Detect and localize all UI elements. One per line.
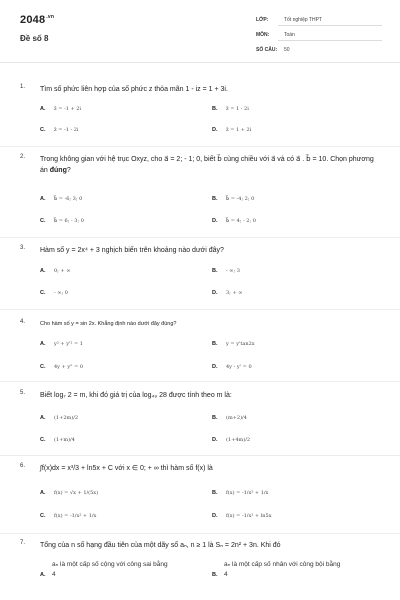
question-number: 5.: [20, 390, 26, 396]
exam-code: Đề số 8: [20, 34, 49, 43]
question-divider: [0, 237, 400, 238]
meta-count-value: 50: [284, 47, 290, 53]
question-number: 4.: [20, 319, 26, 325]
question-text: Biết log₇ 2 = m, khi đó giá trị của log₄₉ 28 được tính theo m là:: [40, 392, 232, 399]
question-text: Tìm số phức liên hợp của số phức z thỏa mãn 1 - iz = 1 + 3i.: [40, 86, 228, 93]
question-divider: [0, 146, 400, 147]
question-number: 6.: [20, 463, 26, 469]
question-divider: [0, 309, 400, 310]
option-5a[interactable]: A. (1+2m)/2: [40, 415, 79, 421]
option-2c[interactable]: C. b⃗ = 6; - 3; 0: [40, 218, 84, 224]
header-divider: [0, 62, 400, 63]
option-5c[interactable]: C. (1+m)/4: [40, 437, 75, 443]
meta-subject-key: MÔN:: [256, 32, 270, 38]
meta-class-key: LỚP:: [256, 17, 269, 23]
option-4d[interactable]: D. 4y - y' = 0: [212, 364, 252, 370]
option-3d[interactable]: D. 3; + ∞: [212, 290, 243, 296]
question-number: 3.: [20, 245, 26, 251]
question-text: Trong không gian với hệ trục Oxyz, cho a⃗ = 2; - 1; 0, biết b⃗ cùng chiều với a⃗ và có a⃗ . b⃗ = 10. Chọn phương án đúng?: [40, 156, 374, 174]
option-7b[interactable]: B. aₙ là một cấp số nhân với công bội bằng 4: [212, 561, 341, 578]
option-3c[interactable]: C. - ∞; 0: [40, 290, 68, 296]
option-1d[interactable]: D. z̄ = 1 + 2i: [212, 127, 252, 133]
question-text: ∫f(x)dx = x³/3 + ln5x + C với x ∈ 0; + ∞ thì hàm số f(x) là: [40, 465, 213, 472]
option-6b[interactable]: B. f(x) = -1/x² + 1/x: [212, 490, 269, 496]
option-3a[interactable]: A. 0; + ∞: [40, 268, 71, 274]
question-text: Cho hàm số y = sin 2x. Khẳng định nào dưới đây đúng?: [40, 321, 177, 327]
option-1b[interactable]: B. z̄ = 1 - 2i: [212, 106, 249, 112]
option-5d[interactable]: D. (1+4m)/2: [212, 437, 251, 443]
option-2a[interactable]: A. b⃗ = -6; 3; 0: [40, 196, 83, 202]
meta-count-key: SỐ CÂU:: [256, 47, 278, 53]
option-5b[interactable]: B. (m+2)/4: [212, 415, 247, 421]
option-3b[interactable]: B. - ∞; 3: [212, 268, 240, 274]
option-2d[interactable]: D. b⃗ = 4; - 2; 0: [212, 218, 256, 224]
question-text: Tổng của n số hạng đầu tiên của một dãy số aₙ, n ≥ 1 là Sₙ = 2n² + 3n. Khi đó: [40, 542, 281, 549]
question-text: Hàm số y = 2x⁴ + 3 nghịch biến trên khoảng nào dưới đây?: [40, 247, 224, 254]
question-number: 7.: [20, 540, 26, 546]
exam-header: [0, 0, 400, 62]
option-1c[interactable]: C. z̄ = -1 - 2i: [40, 127, 79, 133]
option-7a[interactable]: A. aₙ là một cấp số cộng với công sai bằng 4: [40, 561, 168, 578]
meta-subject-value: Toán: [284, 32, 295, 38]
option-4a[interactable]: A. y² + y'² = 1: [40, 341, 83, 347]
question-divider: [0, 381, 400, 382]
site-logo[interactable]: $2048^{.vn}$: [20, 14, 55, 26]
option-6c[interactable]: C. f(x) = -1/x² + 1/x: [40, 513, 97, 519]
option-6a[interactable]: A. f(x) = √x + 1/(5x): [40, 490, 99, 496]
question-number: 2.: [20, 154, 26, 160]
option-1a[interactable]: A. z̄ = -1 + 2i: [40, 106, 82, 112]
option-4c[interactable]: C. 4y + y" = 0: [40, 364, 84, 370]
meta-class-value: Tốt nghiệp THPT: [284, 17, 322, 23]
question-divider: [0, 455, 400, 456]
question-number: 1.: [20, 84, 26, 90]
option-6d[interactable]: D. f(x) = -1/x² + ln5x: [212, 513, 272, 519]
question-divider: [0, 533, 400, 534]
option-4b[interactable]: B. y = y'tan2x: [212, 341, 255, 347]
option-2b[interactable]: B. b⃗ = -4; 2; 0: [212, 196, 255, 202]
